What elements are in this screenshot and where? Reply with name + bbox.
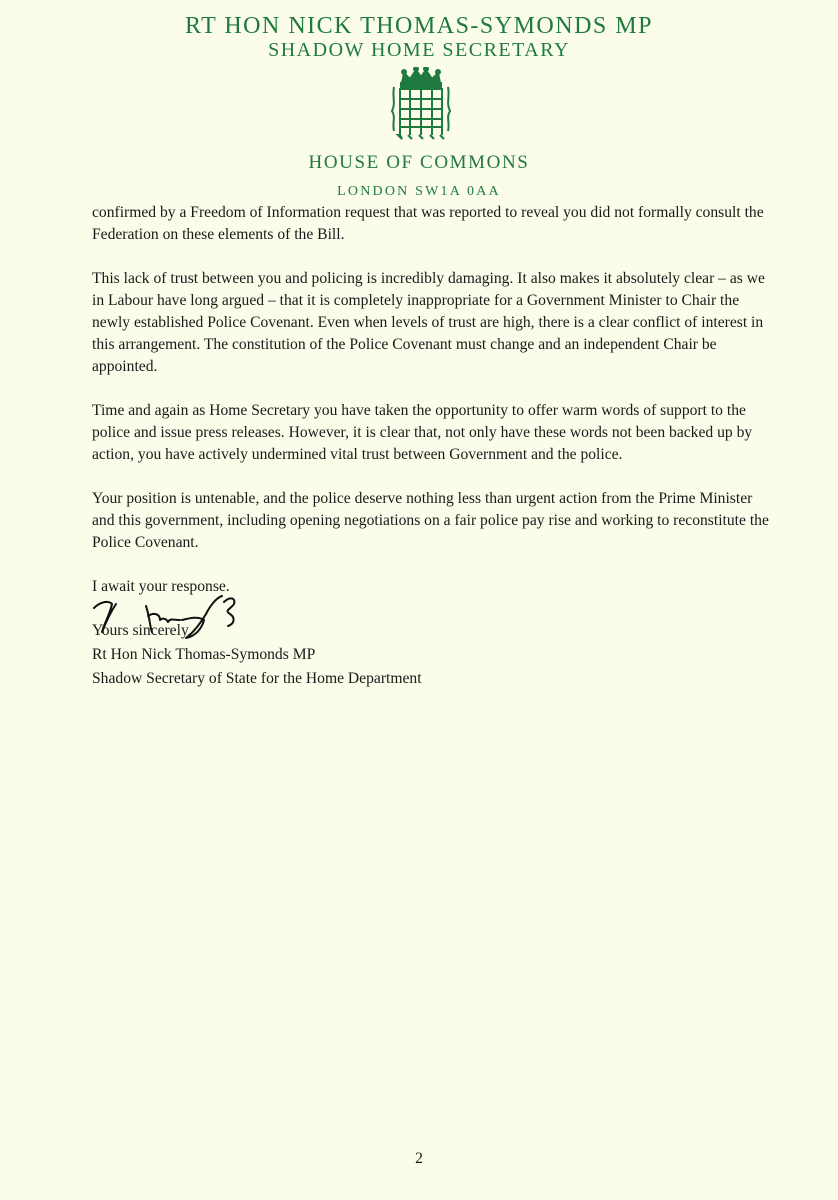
paragraph: I await your response. xyxy=(92,578,230,595)
closing: Yours sincerely, xyxy=(92,622,192,639)
letterhead-name: RT HON NICK THOMAS-SYMONDS MP xyxy=(185,13,653,39)
signatory-name: Rt Hon Nick Thomas-Symonds MP xyxy=(92,646,316,663)
page-number: 2 xyxy=(415,1150,423,1167)
letterhead-title: SHADOW HOME SECRETARY xyxy=(268,39,570,61)
signature-block xyxy=(92,643,692,691)
paragraph: Time and again as Home Secretary you have taken the opportunity to offer warm words of support to the police and issue press releases. However, it is clear that, not only have these words not been backed up by action, you have actively undermined vital trust between Government and the police. xyxy=(92,402,753,463)
signatory-role: Shadow Secretary of State for the Home Department xyxy=(92,670,422,687)
signature-image xyxy=(90,588,270,640)
paragraph: confirmed by a Freedom of Information request that was reported to reveal you did not formally consult the Federation on these elements of the Bill. xyxy=(92,204,764,243)
letterhead-house: HOUSE OF COMMONS xyxy=(308,152,530,173)
paragraph: Your position is untenable, and the police deserve nothing less than urgent action from the Prime Minister and this government, including opening negotiations on a fair police pay rise and working to reconstitute the Police Covenant. xyxy=(92,490,769,551)
letterhead-address: LONDON SW1A 0AA xyxy=(337,184,501,199)
paragraph: This lack of trust between you and policing is incredibly damaging. It also makes it absolutely clear – as we in Labour have long argued – that it is completely inappropriate for a Government Minister to Chair the newly established Police Covenant. Even when levels of trust are high, there is a clear conflict of interest in this arrangement. The constitution of the Police Covenant must change and an independent Chair be appointed. xyxy=(92,270,765,375)
portcullis-icon xyxy=(388,67,454,141)
